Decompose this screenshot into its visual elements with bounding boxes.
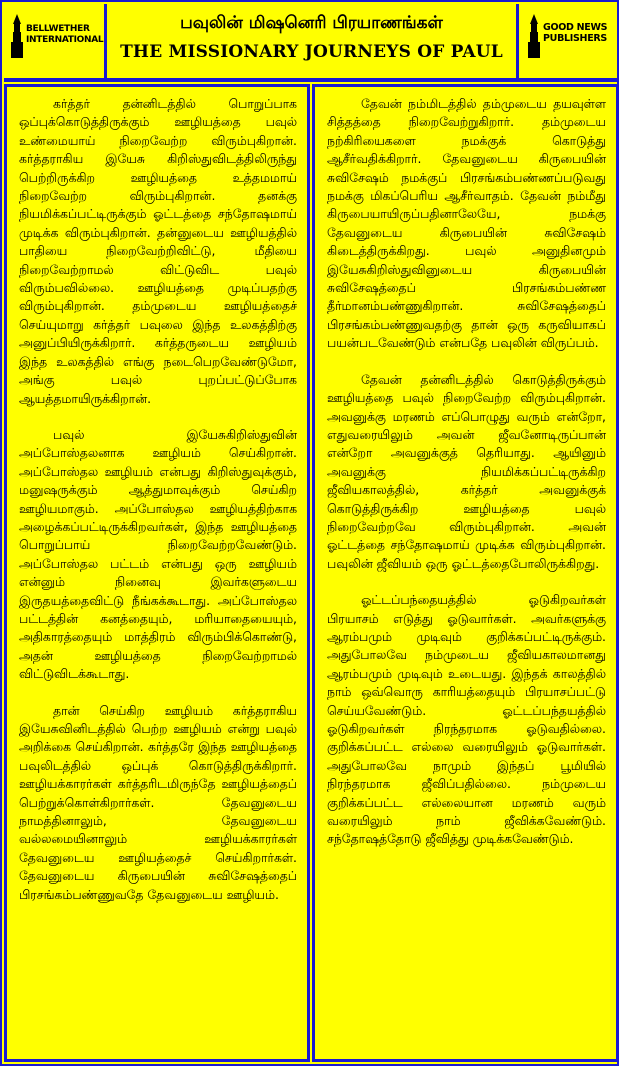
title-english: THE MISSIONARY JOURNEYS OF PAUL bbox=[120, 42, 503, 62]
right-paragraph-1: தேவன் நம்மிடத்தில் தம்முடைய தயவுள்ள சித்தத்தை நிறைவேற்றுகிறார். தம்முடைய நற்கிரியைகளை நமக்குக் கொடுத்து ஆசீர்வதிக்கிறார். தேவனுடைய கிருபையின் சுவிசேஷம் நமக்குப் பிரசங்கம்பண்ணப்படுவது நமக்கு மிகப்பெரிய ஆசீர்வாதம். தேவன் நம்மீது கிருபையாயிருப்பதினாலேயே, நமக்கு தேவனுடைய கிருபையின் சுவிசேஷம் கிடைத்திருக்கிறது. பவுல் அனுதினமும் இயேசுகிறிஸ்துவினுடைய கிருபையின் சுவிசேஷத்தைப் பிரசங்கம்பண்ண தீர்மானம்பண்ணுகிறான். சுவிசேஷத்தைப் பிரசங்கம்பண்ணுவதற்கு தான் ஒரு கருவியாகப் பயன்படவேண்டும் என்பதே பவுலின் விருப்பம். bbox=[327, 96, 606, 351]
left-paragraph-1: கர்த்தர் தன்னிடத்தில் பொறுப்பாக ஒப்புக்கொடுத்திருக்கும் ஊழியத்தை பவுல் உண்மையாய் நிறைவேற்ற விரும்புகிறான். கர்த்தராகிய இயேசு கிறிஸ்துவிடத்திலிருந்து பெற்றிருக்கிற ஊழியத்தை உத்தமமாய் நிறைவேற்ற விரும்புகிறான். தனக்கு நியமிக்கப்பட்டிருக்கும் ஓட்டத்தை சந்தோஷமாய் முடிக்க விரும்புகிறான். தன்னுடைய ஊழியத்தில் பாதியை நிறைவேற்றிவிட்டு, மீதியை நிறைவேற்றாமல் விட்டுவிட பவுல் விரும்பவில்லை. ஊழியத்தை முடிப்பதற்கு விரும்புகிறான். தம்முடைய ஊழியத்தைச் செய்யுமாறு கர்த்தர் பவுலை இந்த உலகத்திற்கு அனுப்பியிருக்கிறார். கர்த்தருடைய ஊழியம் இந்த உலகத்தில் எங்கு நடைபெறவேண்டுமோ, அங்கு பவுல் புறப்பட்டுப்போக ஆயத்தமாயிருக்கிறான். bbox=[19, 96, 297, 406]
title-block bbox=[107, 4, 516, 78]
bellwether-logo-text: BELLWETHER INTERNATIONAL bbox=[26, 24, 104, 45]
right-paragraph-2: தேவன் தன்னிடத்தில் கொடுத்திருக்கும் ஊழியத்தை பவுல் நிறைவேற்ற விரும்புகிறான். அவனுக்கு மரணம் எப்பொழுது வரும் என்றோ, எதுவரையிலும் அவன் ஜீவனோடிருப்பான் என்றோ அவனுக்குத் தெரியாது. ஆயினும் அவனுக்கு நியமிக்கப்பட்டிருக்கிற ஜீவியகாலத்தில், கர்த்தர் அவனுக்குக் கொடுத்திருக்கிற ஊழியத்தை பவுல் நிறைவேற்றவே விரும்புகிறான். அவன் ஓட்டத்தை சந்தோஷமாய் முடிக்க விரும்புகிறான். பவுலின் ஜீவியம் ஒரு ஓட்டத்தைபோலிருக்கிறது. bbox=[327, 371, 606, 571]
left-paragraph-2: பவுல் இயேசுகிறிஸ்துவின் அப்போஸ்தலனாக ஊழியம் செய்கிறான். அப்போஸ்தல ஊழியம் என்பது கிறிஸ்துவுக்கும், மனுஷருக்கும் ஆத்துமாவுக்கும் செய்கிற ஊழியமாகும். அப்போஸ்தல ஊழியத்திற்காக அழைக்கப்பட்டிருக்கிறவர்கள், இந்த ஊழியத்தை பொறுப்பாய் நிறைவேற்றவேண்டும். அப்போஸ்தல பட்டம் என்பது ஒரு ஊழியம் என்னும் நினைவு இவர்களுடைய இருதயத்தைவிட்டு நீங்கக்கூடாது. அப்போஸ்தல பட்டத்தின் கனத்தையும், மரியாதையையும், அதிகாரத்தையும் மாத்திரம் விரும்பிக்கொண்டு, அதன் ஊழியத்தை நிறைவேற்றாமல் விட்டுவிடக்கூடாது. bbox=[19, 426, 297, 682]
good-news-logo-text: GOOD NEWS PUBLISHERS bbox=[543, 22, 608, 44]
title-tamil: பவுலின் மிஷனெரி பிரயாணங்கள் bbox=[180, 13, 443, 33]
bellwether-logo bbox=[4, 4, 107, 78]
right-column bbox=[312, 84, 619, 1062]
right-paragraph-3: ஓட்டப்பந்தையத்தில் ஓடுகிறவர்கள் பிரயாசம் எடுத்து ஓடுவார்கள். அவர்களுக்கு ஆரம்பமும் முடிவும் குறிக்கப்பட்டிருக்கும். அதுபோலவே நம்முடைய ஜீவியகாலமானது ஆரம்பமும் முடிவும் உடையது. இந்தக் காலத்தில் நாம் ஒவ்வொரு காரியத்தையும் பிரயாசப்பட்டு செய்யவேண்டும். ஓட்டப்பந்தயத்தில் ஓடுகிறவர்கள் நிரந்தரமாக ஓடுவதில்லை. குறிக்கப்பட்ட எல்லை வரையிலும் ஓடுவார்கள். அதுபோலவே நாமும் இந்தப் பூமியில் நிரந்தரமாக ஜீவிப்பதில்லை. நம்முடைய குறிக்கப்பட்ட எல்லையான மரணம் வரும் வரையிலும் நாம் ஜீவிக்கவேண்டும். சந்தோஷத்தோடு ஜீவித்து முடிக்கவேண்டும். bbox=[327, 592, 606, 847]
left-paragraph-3: தான் செய்கிற ஊழியம் கர்த்தராகிய இயேசுவினிடத்தில் பெற்ற ஊழியம் என்று பவுல் அறிக்கை செய்கிறான். கர்த்தரே இந்த ஊழியத்தை பவுலிடத்தில் ஒப்புக் கொடுத்திருக்கிறார். ஊழியக்காரர்கள் கர்த்தரிடமிருந்தே ஊழியத்தைப் பெற்றுக்கொள்கிறார்கள். தேவனுடைய நாமத்தினாலும், தேவனுடைய வல்லமையினாலும் ஊழியக்காரர்கள் தேவனுடைய ஊழியத்தைச் செய்கிறார்கள். தேவனுடைய கிருபையின் சுவிசேஷத்தைப் பிரசங்கம்பண்ணுவதே தேவனுடைய ஊழியம். bbox=[19, 702, 297, 902]
publisher-tower-icon bbox=[527, 14, 541, 58]
bell-tower-icon bbox=[10, 14, 24, 58]
left-column bbox=[4, 84, 310, 1062]
good-news-logo bbox=[516, 4, 619, 78]
header-bar bbox=[4, 4, 619, 82]
